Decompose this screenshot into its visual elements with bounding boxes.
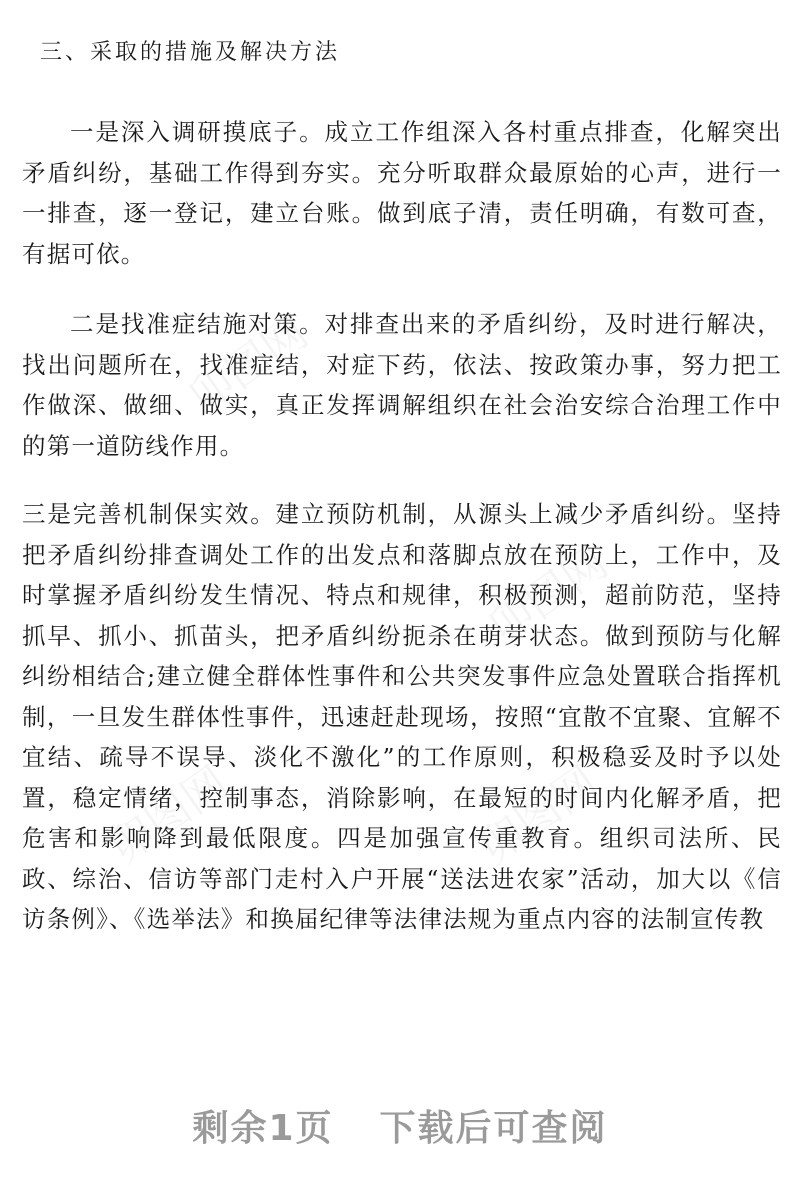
paragraph-3: 三是完善机制保实效。建立预防机制，从源头上减少矛盾纠纷。坚持把矛盾纠纷排查调处工作的出发点和落脚点放在预防上，工作中，及时掌握矛盾纠纷发生情况、特点和规律，积极预测，超前防范，坚持抓早、抓小、抓苗头，把矛盾纠纷扼杀在萌芽状态。做到预防与化解纠纷相结合;建立健全群体性事件和公共突发事件应急处置联合指挥机制，一旦发生群体性事件，迅速赶赴现场，按照“宜散不宜聚、宜解不宜结、疏导不误导、淡化不激化”的工作原则，积极稳妥及时予以处置，稳定情绪，控制事态，消除影响，在最短的时间内化解矛盾，把危害和影响降到最低限度。四是加强宣传重教育。组织司法所、民政、综治、信访等部门走村入户开展“送法进农家”活动，加大以《信访条例》、《选举法》和换届纪律等法律法规为重点内容的法制宣传教 <box>22 500 782 933</box>
download-hint-label: 下载后可查阅 <box>379 1108 608 1149</box>
download-banner[interactable] <box>0 1100 800 1151</box>
remaining-pages-label: 剩余1页 <box>192 1108 334 1149</box>
section-heading: 三、采取的措施及解决方法 <box>40 40 341 65</box>
paragraph-2: 二是找准症结施对策。对排查出来的矛盾纠纷，及时进行解决，找出问题所在，找准症结，对症下药，依法、按政策办事，努力把工作做深、做细、做实，真正发挥调解组织在社会治安综合治理工作中的第一道防线作用。 <box>22 310 782 460</box>
paragraph-1: 一是深入调研摸底子。成立工作组深入各村重点排查，化解突出矛盾纠纷，基础工作得到夯实。充分听取群众最原始的心声，进行一一排查，逐一登记，建立台账。做到底子清，责任明确，有数可查，有据可依。 <box>22 118 782 268</box>
